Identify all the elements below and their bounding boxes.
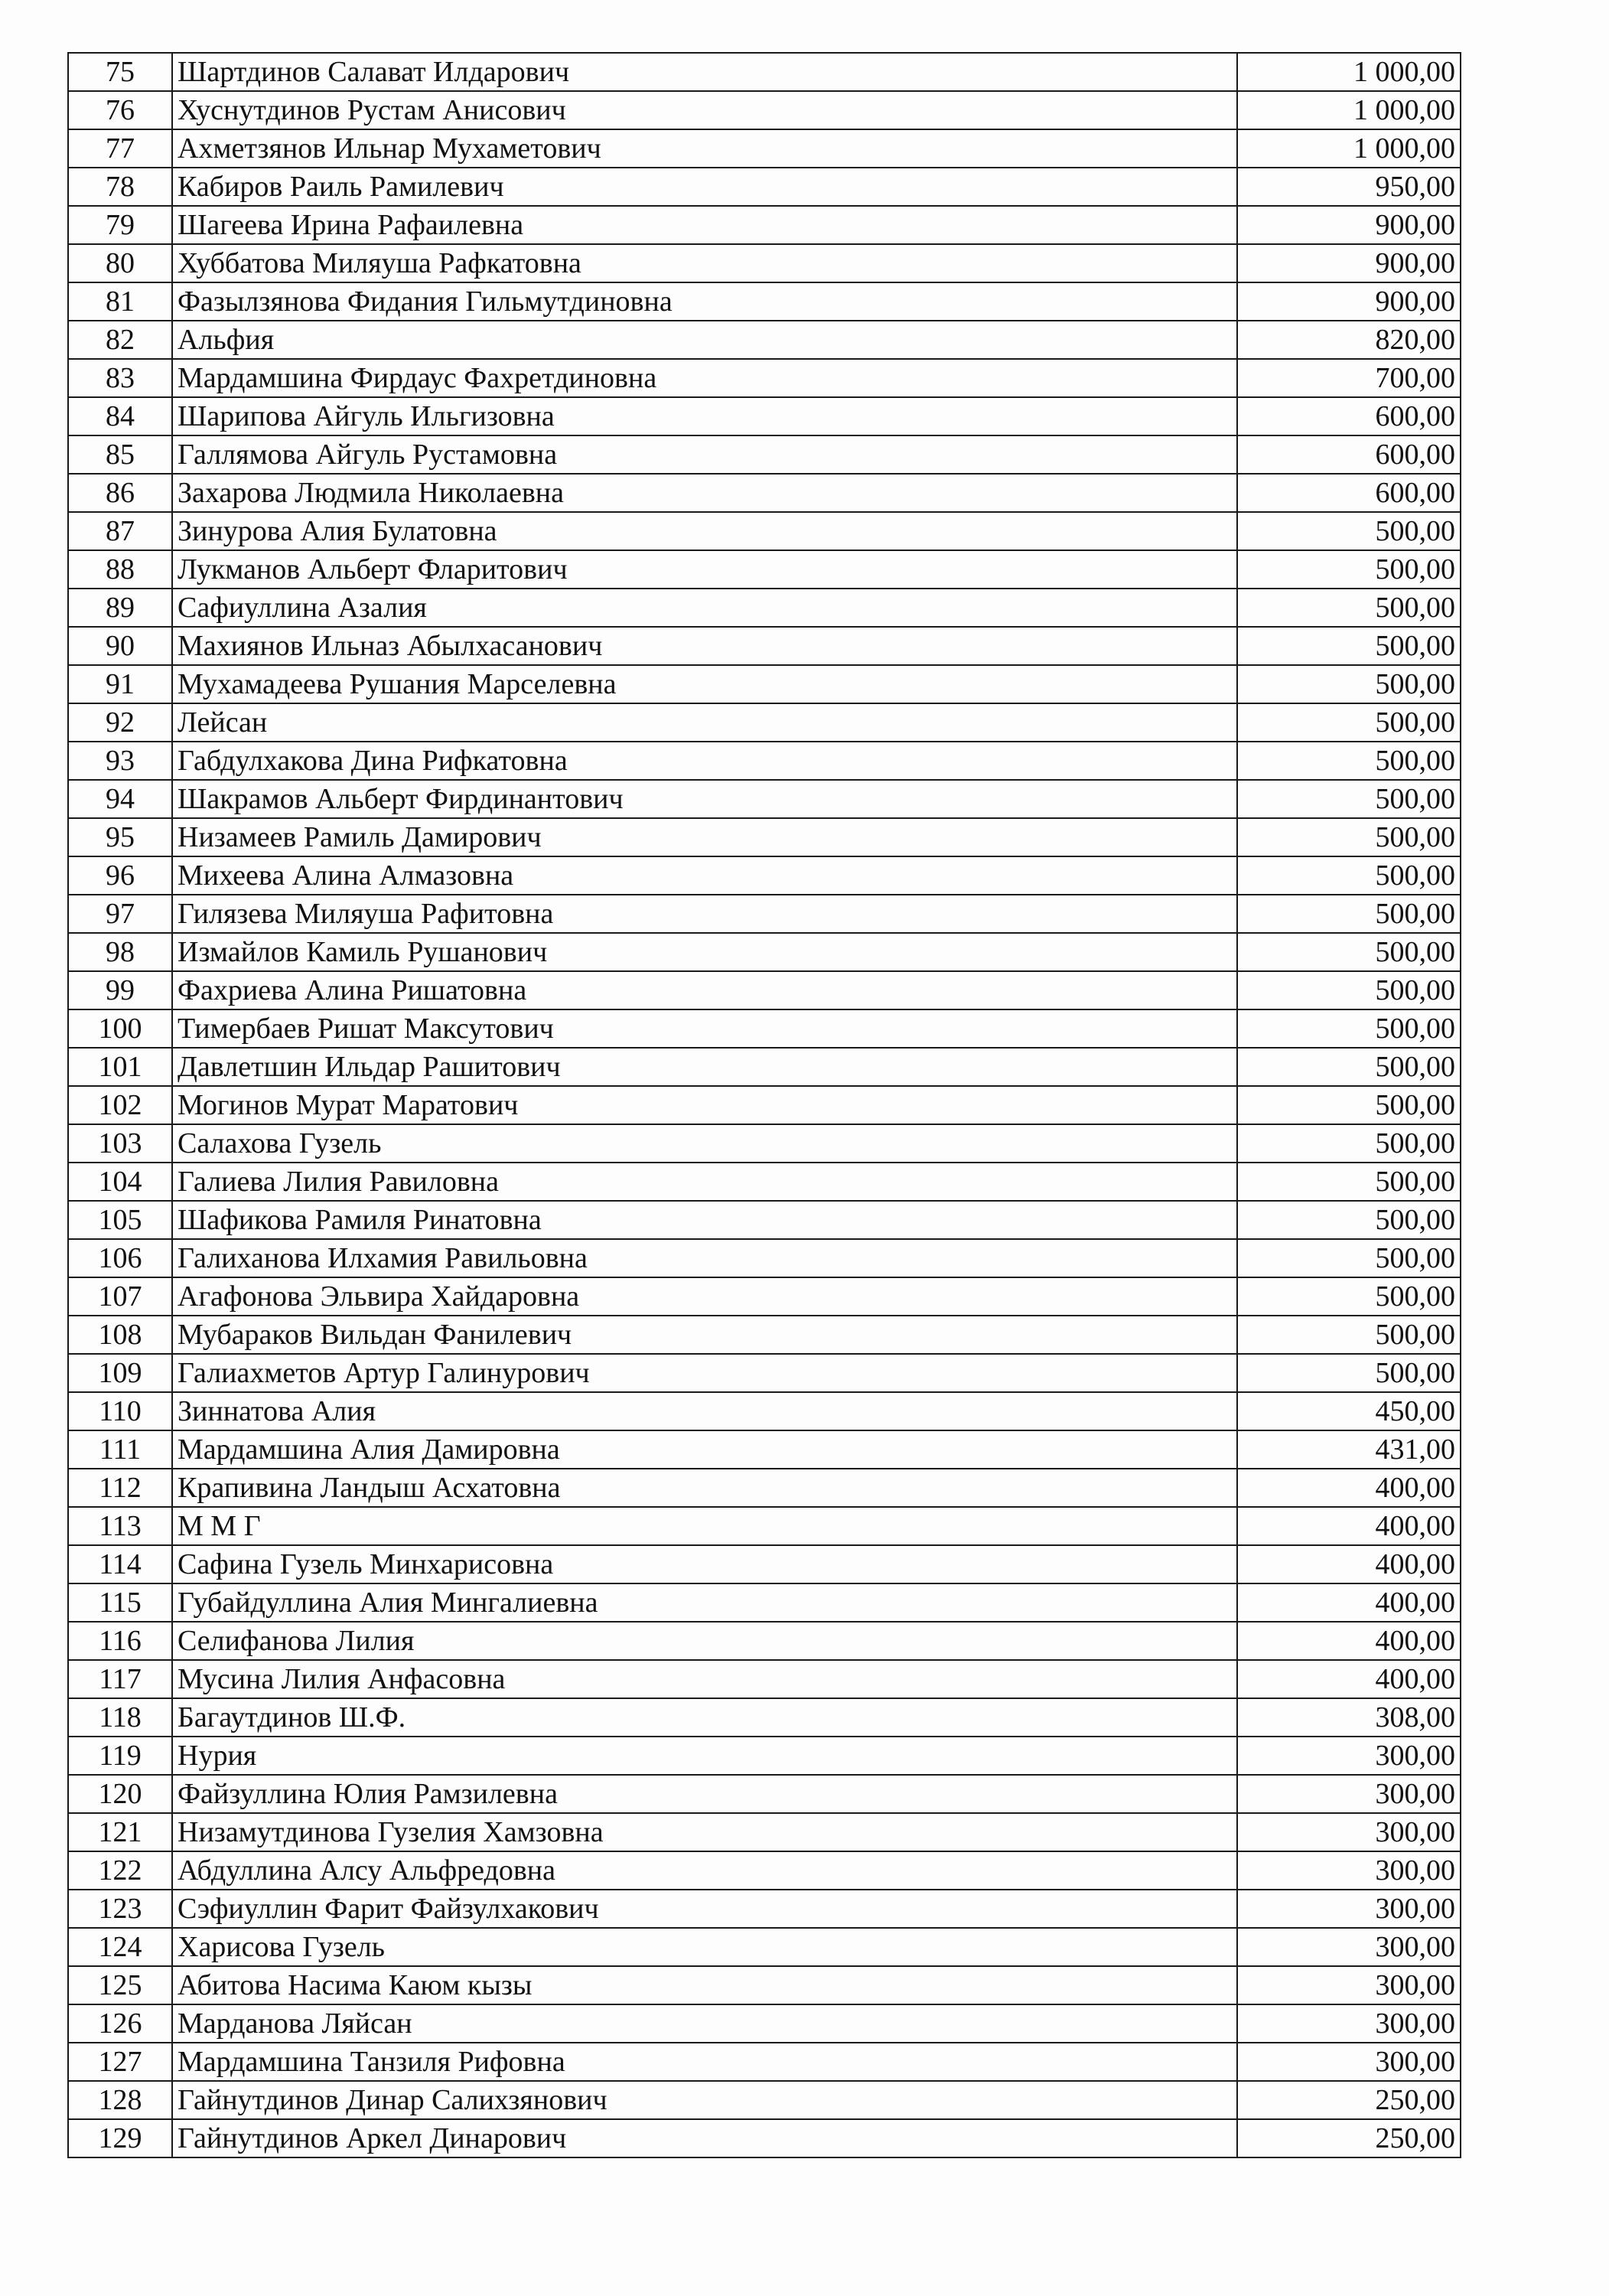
table-row: [68, 2081, 1461, 2119]
amount-cell: 250,00: [1237, 2119, 1461, 2157]
amount-cell: 900,00: [1237, 244, 1461, 282]
table-row: [68, 1928, 1461, 1966]
amount-cell: 500,00: [1237, 665, 1461, 703]
amount-cell: 300,00: [1237, 2004, 1461, 2043]
row-number-cell: 101: [68, 1048, 172, 1086]
table-row: [68, 1354, 1461, 1392]
table-row: [68, 1966, 1461, 2004]
row-number-cell: 126: [68, 2004, 172, 2043]
payer-name-cell: Измайлов Камиль Рушанович: [172, 933, 1237, 971]
payer-name-cell: Гилязева Миляуша Рафитовна: [172, 895, 1237, 933]
table-row: [68, 1086, 1461, 1124]
row-number-cell: 95: [68, 818, 172, 856]
donations-table: [67, 52, 1461, 2158]
table-row: [68, 856, 1461, 895]
payer-name-cell: Кабиров Раиль Рамилевич: [172, 168, 1237, 206]
amount-cell: 820,00: [1237, 321, 1461, 359]
row-number-cell: 120: [68, 1775, 172, 1813]
amount-cell: 300,00: [1237, 1775, 1461, 1813]
row-number-cell: 88: [68, 550, 172, 589]
amount-cell: 400,00: [1237, 1545, 1461, 1583]
amount-cell: 500,00: [1237, 933, 1461, 971]
table-row: [68, 818, 1461, 856]
amount-cell: 500,00: [1237, 550, 1461, 589]
row-number-cell: 105: [68, 1201, 172, 1239]
amount-cell: 500,00: [1237, 1277, 1461, 1316]
payer-name-cell: Сафина Гузель Минхарисовна: [172, 1545, 1237, 1583]
payer-name-cell: Галлямова Айгуль Рустамовна: [172, 435, 1237, 474]
payer-name-cell: Шакрамов Альберт Фирдинантович: [172, 780, 1237, 818]
table-row: [68, 971, 1461, 1009]
payer-name-cell: Лукманов Альберт Фларитович: [172, 550, 1237, 589]
row-number-cell: 78: [68, 168, 172, 206]
amount-cell: 900,00: [1237, 206, 1461, 244]
amount-cell: 300,00: [1237, 1813, 1461, 1851]
payer-name-cell: Нурия: [172, 1737, 1237, 1775]
row-number-cell: 118: [68, 1698, 172, 1737]
table-row: [68, 244, 1461, 282]
table-row: [68, 1430, 1461, 1469]
row-number-cell: 125: [68, 1966, 172, 2004]
amount-cell: 500,00: [1237, 1124, 1461, 1163]
payer-name-cell: Абдуллина Алсу Альфредовна: [172, 1851, 1237, 1890]
table-row: [68, 2004, 1461, 2043]
payer-name-cell: Гайнутдинов Динар Салихзянович: [172, 2081, 1237, 2119]
payer-name-cell: Селифанова Лилия: [172, 1622, 1237, 1660]
payer-name-cell: Мубараков Вильдан Фанилевич: [172, 1316, 1237, 1354]
amount-cell: 500,00: [1237, 780, 1461, 818]
payer-name-cell: Фахриева Алина Ришатовна: [172, 971, 1237, 1009]
payer-name-cell: Файзуллина Юлия Рамзилевна: [172, 1775, 1237, 1813]
payer-name-cell: Ахметзянов Ильнар Мухаметович: [172, 129, 1237, 168]
table-row: [68, 742, 1461, 780]
table-row: [68, 1124, 1461, 1163]
payer-name-cell: Махиянов Ильназ Абылхасанович: [172, 627, 1237, 665]
table-row: [68, 474, 1461, 512]
row-number-cell: 102: [68, 1086, 172, 1124]
amount-cell: 300,00: [1237, 1737, 1461, 1775]
row-number-cell: 128: [68, 2081, 172, 2119]
row-number-cell: 109: [68, 1354, 172, 1392]
row-number-cell: 75: [68, 53, 172, 91]
row-number-cell: 97: [68, 895, 172, 933]
row-number-cell: 98: [68, 933, 172, 971]
amount-cell: 500,00: [1237, 703, 1461, 742]
row-number-cell: 76: [68, 91, 172, 129]
table-row: [68, 550, 1461, 589]
payer-name-cell: Хуббатова Миляуша Рафкатовна: [172, 244, 1237, 282]
row-number-cell: 104: [68, 1163, 172, 1201]
payer-name-cell: Хуснутдинов Рустам Анисович: [172, 91, 1237, 129]
amount-cell: 300,00: [1237, 1966, 1461, 2004]
table-row: [68, 1583, 1461, 1622]
payer-name-cell: Зинурова Алия Булатовна: [172, 512, 1237, 550]
payer-name-cell: Губайдуллина Алия Мингалиевна: [172, 1583, 1237, 1622]
table-row: [68, 895, 1461, 933]
amount-cell: 600,00: [1237, 397, 1461, 435]
row-number-cell: 91: [68, 665, 172, 703]
amount-cell: 300,00: [1237, 2043, 1461, 2081]
amount-cell: 500,00: [1237, 512, 1461, 550]
payer-name-cell: Шарипова Айгуль Ильгизовна: [172, 397, 1237, 435]
table-row: [68, 2119, 1461, 2157]
payer-name-cell: Фазылзянова Фидания Гильмутдиновна: [172, 282, 1237, 321]
amount-cell: 500,00: [1237, 1354, 1461, 1392]
payer-name-cell: Зиннатова Алия: [172, 1392, 1237, 1430]
amount-cell: 500,00: [1237, 856, 1461, 895]
row-number-cell: 92: [68, 703, 172, 742]
table-row: [68, 1507, 1461, 1545]
row-number-cell: 129: [68, 2119, 172, 2157]
amount-cell: 500,00: [1237, 1086, 1461, 1124]
payer-name-cell: Шафикова Рамиля Ринатовна: [172, 1201, 1237, 1239]
payer-name-cell: Шартдинов Салават Илдарович: [172, 53, 1237, 91]
amount-cell: 1 000,00: [1237, 53, 1461, 91]
amount-cell: 1 000,00: [1237, 129, 1461, 168]
table-row: [68, 206, 1461, 244]
table-row: [68, 2043, 1461, 2081]
row-number-cell: 94: [68, 780, 172, 818]
amount-cell: 900,00: [1237, 282, 1461, 321]
payer-name-cell: Низамутдинова Гузелия Хамзовна: [172, 1813, 1237, 1851]
table-row: [68, 1813, 1461, 1851]
table-row: [68, 1545, 1461, 1583]
amount-cell: 500,00: [1237, 1163, 1461, 1201]
table-row: [68, 91, 1461, 129]
payer-name-cell: Тимербаев Ришат Максутович: [172, 1009, 1237, 1048]
payer-name-cell: Лейсан: [172, 703, 1237, 742]
row-number-cell: 119: [68, 1737, 172, 1775]
payer-name-cell: Галиханова Илхамия Равильовна: [172, 1239, 1237, 1277]
table-row: [68, 1698, 1461, 1737]
table-row: [68, 168, 1461, 206]
row-number-cell: 113: [68, 1507, 172, 1545]
table-row: [68, 397, 1461, 435]
table-row: [68, 1851, 1461, 1890]
table-row: [68, 129, 1461, 168]
amount-cell: 500,00: [1237, 742, 1461, 780]
table-row: [68, 435, 1461, 474]
payer-name-cell: Мухамадеева Рушания Марселевна: [172, 665, 1237, 703]
table-row: [68, 1316, 1461, 1354]
row-number-cell: 85: [68, 435, 172, 474]
table-row: [68, 627, 1461, 665]
row-number-cell: 121: [68, 1813, 172, 1851]
table-row: [68, 359, 1461, 397]
payer-name-cell: Низамеев Рамиль Дамирович: [172, 818, 1237, 856]
row-number-cell: 103: [68, 1124, 172, 1163]
payer-name-cell: Мусина Лилия Анфасовна: [172, 1660, 1237, 1698]
row-number-cell: 81: [68, 282, 172, 321]
table-row: [68, 1775, 1461, 1813]
row-number-cell: 77: [68, 129, 172, 168]
amount-cell: 300,00: [1237, 1851, 1461, 1890]
row-number-cell: 127: [68, 2043, 172, 2081]
payer-name-cell: Михеева Алина Алмазовна: [172, 856, 1237, 895]
payer-name-cell: Абитова Насима Каюм кызы: [172, 1966, 1237, 2004]
payer-name-cell: Мардамшина Танзиля Рифовна: [172, 2043, 1237, 2081]
row-number-cell: 110: [68, 1392, 172, 1430]
payer-name-cell: Гайнутдинов Аркел Динарович: [172, 2119, 1237, 2157]
payer-name-cell: Агафонова Эльвира Хайдаровна: [172, 1277, 1237, 1316]
row-number-cell: 82: [68, 321, 172, 359]
row-number-cell: 124: [68, 1928, 172, 1966]
amount-cell: 300,00: [1237, 1890, 1461, 1928]
table-row: [68, 1009, 1461, 1048]
row-number-cell: 117: [68, 1660, 172, 1698]
row-number-cell: 86: [68, 474, 172, 512]
table-row: [68, 53, 1461, 91]
payer-name-cell: Альфия: [172, 321, 1237, 359]
amount-cell: 500,00: [1237, 1239, 1461, 1277]
amount-cell: 400,00: [1237, 1622, 1461, 1660]
payer-name-cell: Сэфиуллин Фарит Файзулхакович: [172, 1890, 1237, 1928]
table-row: [68, 1890, 1461, 1928]
amount-cell: 500,00: [1237, 1048, 1461, 1086]
amount-cell: 600,00: [1237, 435, 1461, 474]
amount-cell: 500,00: [1237, 589, 1461, 627]
table-row: [68, 1737, 1461, 1775]
row-number-cell: 100: [68, 1009, 172, 1048]
row-number-cell: 99: [68, 971, 172, 1009]
row-number-cell: 108: [68, 1316, 172, 1354]
amount-cell: 500,00: [1237, 818, 1461, 856]
row-number-cell: 79: [68, 206, 172, 244]
payer-name-cell: Мардамшина Фирдаус Фахретдиновна: [172, 359, 1237, 397]
amount-cell: 308,00: [1237, 1698, 1461, 1737]
row-number-cell: 122: [68, 1851, 172, 1890]
table-row: [68, 282, 1461, 321]
row-number-cell: 84: [68, 397, 172, 435]
amount-cell: 500,00: [1237, 895, 1461, 933]
payer-name-cell: Харисова Гузель: [172, 1928, 1237, 1966]
row-number-cell: 90: [68, 627, 172, 665]
row-number-cell: 107: [68, 1277, 172, 1316]
payer-name-cell: Мардамшина Алия Дамировна: [172, 1430, 1237, 1469]
amount-cell: 950,00: [1237, 168, 1461, 206]
payer-name-cell: М М Г: [172, 1507, 1237, 1545]
amount-cell: 431,00: [1237, 1430, 1461, 1469]
table-body: [68, 53, 1461, 2157]
amount-cell: 250,00: [1237, 2081, 1461, 2119]
amount-cell: 500,00: [1237, 1201, 1461, 1239]
table-row: [68, 665, 1461, 703]
payer-name-cell: Захарова Людмила Николаевна: [172, 474, 1237, 512]
payer-name-cell: Сафиуллина Азалия: [172, 589, 1237, 627]
amount-cell: 500,00: [1237, 627, 1461, 665]
table-row: [68, 1277, 1461, 1316]
amount-cell: 400,00: [1237, 1660, 1461, 1698]
row-number-cell: 87: [68, 512, 172, 550]
amount-cell: 400,00: [1237, 1469, 1461, 1507]
amount-cell: 500,00: [1237, 1009, 1461, 1048]
table-row: [68, 589, 1461, 627]
row-number-cell: 89: [68, 589, 172, 627]
row-number-cell: 116: [68, 1622, 172, 1660]
row-number-cell: 112: [68, 1469, 172, 1507]
table-row: [68, 780, 1461, 818]
payer-name-cell: Салахова Гузель: [172, 1124, 1237, 1163]
row-number-cell: 111: [68, 1430, 172, 1469]
row-number-cell: 114: [68, 1545, 172, 1583]
payer-name-cell: Галиева Лилия Равиловна: [172, 1163, 1237, 1201]
table-row: [68, 1469, 1461, 1507]
row-number-cell: 96: [68, 856, 172, 895]
table-row: [68, 1392, 1461, 1430]
amount-cell: 1 000,00: [1237, 91, 1461, 129]
table-row: [68, 703, 1461, 742]
payer-name-cell: Могинов Мурат Маратович: [172, 1086, 1237, 1124]
table-row: [68, 1201, 1461, 1239]
payer-name-cell: Давлетшин Ильдар Рашитович: [172, 1048, 1237, 1086]
row-number-cell: 123: [68, 1890, 172, 1928]
table-row: [68, 321, 1461, 359]
amount-cell: 400,00: [1237, 1507, 1461, 1545]
amount-cell: 300,00: [1237, 1928, 1461, 1966]
table-row: [68, 933, 1461, 971]
payer-name-cell: Галиахметов Артур Галинурович: [172, 1354, 1237, 1392]
payer-name-cell: Габдулхакова Дина Рифкатовна: [172, 742, 1237, 780]
payer-name-cell: Марданова Ляйсан: [172, 2004, 1237, 2043]
amount-cell: 450,00: [1237, 1392, 1461, 1430]
table-row: [68, 1048, 1461, 1086]
table-row: [68, 1622, 1461, 1660]
row-number-cell: 93: [68, 742, 172, 780]
row-number-cell: 106: [68, 1239, 172, 1277]
payer-name-cell: Крапивина Ландыш Асхатовна: [172, 1469, 1237, 1507]
row-number-cell: 83: [68, 359, 172, 397]
table-row: [68, 1660, 1461, 1698]
amount-cell: 600,00: [1237, 474, 1461, 512]
row-number-cell: 115: [68, 1583, 172, 1622]
amount-cell: 700,00: [1237, 359, 1461, 397]
payer-name-cell: Багаутдинов Ш.Ф.: [172, 1698, 1237, 1737]
amount-cell: 500,00: [1237, 1316, 1461, 1354]
payer-name-cell: Шагеева Ирина Рафаилевна: [172, 206, 1237, 244]
amount-cell: 500,00: [1237, 971, 1461, 1009]
row-number-cell: 80: [68, 244, 172, 282]
amount-cell: 400,00: [1237, 1583, 1461, 1622]
table-row: [68, 1163, 1461, 1201]
table-row: [68, 1239, 1461, 1277]
table-row: [68, 512, 1461, 550]
